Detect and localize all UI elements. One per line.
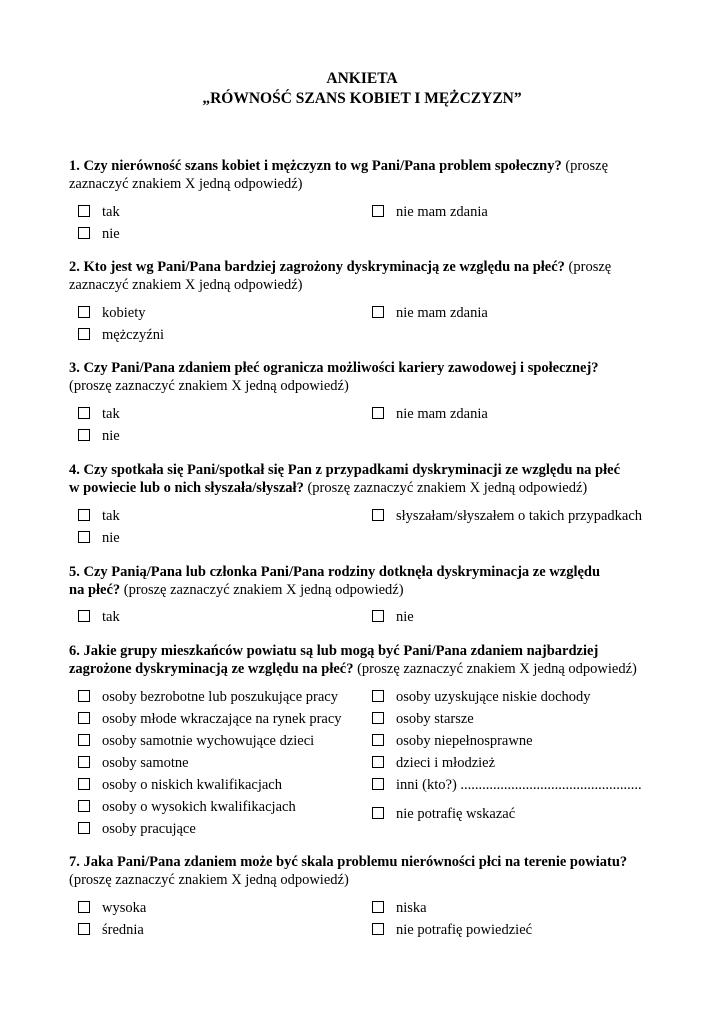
question-2-note: (proszę zaznaczyć znakiem X jedną odpowiedź) [69,259,612,293]
question-7-text: 7. Jaka Pani/Pana zdaniem może być skala problemu nierówności płci na terenie powiatu? [69,854,628,870]
q7-option-wysoka[interactable] [78,899,146,917]
question-7 [69,853,669,889]
q6-option-pracujace[interactable] [78,820,196,838]
checkbox[interactable] [78,756,90,768]
checkbox[interactable] [78,227,90,239]
option-label: osoby starsze [396,711,474,727]
question-1-text: 1. Czy nierówność szans kobiet i mężczyzn to wg Pani/Pana problem społeczny? [69,158,562,174]
q5-option-nie[interactable] [372,608,414,626]
checkbox[interactable] [78,800,90,812]
checkbox[interactable] [78,923,90,935]
checkbox[interactable] [372,734,384,746]
question-1-note: (proszę zaznaczyć znakiem X jedną odpowiedź) [69,158,608,192]
checkbox[interactable] [78,690,90,702]
checkbox[interactable] [78,778,90,790]
question-3-note: (proszę zaznaczyć znakiem X jedną odpowiedź) [69,378,349,394]
option-label: nie [396,609,414,625]
checkbox[interactable] [372,205,384,217]
option-label: osoby bezrobotne lub poszukujące pracy [102,689,338,705]
checkbox[interactable] [78,205,90,217]
option-label: średnia [102,922,144,938]
question-5-note: (proszę zaznaczyć znakiem X jedną odpowiedź) [120,582,404,598]
q6-option-samotnie-wychowujace[interactable] [78,732,314,750]
q6-option-dzieci-mlodziez[interactable] [372,754,495,772]
checkbox[interactable] [372,778,384,790]
option-label: nie mam zdania [396,204,488,220]
q6-option-starsze[interactable] [372,710,474,728]
question-5-text-line2: na płeć? [69,582,121,598]
q3-option-tak[interactable] [78,405,120,423]
checkbox[interactable] [78,407,90,419]
question-3 [69,359,669,395]
q7-option-srednia[interactable] [78,921,144,939]
question-6-text-line2: zagrożone dyskryminacją ze względu na płeć? [69,661,354,677]
checkbox[interactable] [372,712,384,724]
q6-option-mlode[interactable] [78,710,342,728]
q4-option-tak[interactable] [78,507,120,525]
q3-option-nie[interactable] [78,427,120,445]
question-5-text-line1: 5. Czy Panią/Pana lub członka Pani/Pana rodziny dotknęła dyskryminacja ze względu [69,564,601,580]
q6-option-niskie-kwalifikacje[interactable] [78,776,282,794]
option-label: słyszałam/słyszałem o takich przypadkach [396,508,643,524]
question-2-text: 2. Kto jest wg Pani/Pana bardziej zagrożony dyskryminacją ze względu na płeć? [69,259,565,275]
checkbox[interactable] [78,734,90,746]
option-label: nie potrafię powiedzieć [396,922,533,938]
option-label: osoby o wysokich kwalifikacjach [102,799,296,815]
option-label: osoby uzyskujące niskie dochody [396,689,591,705]
q6-option-wysokie-kwalifikacje[interactable] [78,798,296,816]
question-6 [69,642,669,678]
question-4 [69,461,669,497]
option-label: tak [102,508,120,524]
option-label: nie mam zdania [396,305,488,321]
q6-option-nie-potrafie-wskazac[interactable] [372,805,515,823]
checkbox[interactable] [78,429,90,441]
q5-option-tak[interactable] [78,608,120,626]
option-label: inni (kto?) .................................................. [396,777,642,793]
option-label: tak [102,406,120,422]
q2-option-mezczyzni[interactable] [78,326,164,344]
option-label: osoby niepełnosprawne [396,733,533,749]
q3-option-nie-mam-zdania[interactable] [372,405,488,423]
question-4-text-line1: 4. Czy spotkała się Pani/spotkał się Pan z przypadkami dyskryminacji ze względu na płeć [69,462,621,478]
checkbox[interactable] [372,807,384,819]
option-label: osoby samotne [102,755,189,771]
q7-option-niska[interactable] [372,899,427,917]
checkbox[interactable] [78,822,90,834]
option-label: osoby o niskich kwalifikacjach [102,777,282,793]
question-4-text-line2: w powiecie lub o nich słyszała/słyszał? [69,480,304,496]
q1-option-nie-mam-zdania[interactable] [372,203,488,221]
option-label: mężczyźni [102,327,164,343]
q4-option-slyszalam[interactable] [372,507,642,525]
checkbox[interactable] [78,901,90,913]
option-label: nie [102,530,120,546]
q4-option-nie[interactable] [78,529,120,547]
question-7-note: (proszę zaznaczyć znakiem X jedną odpowiedź) [69,872,349,888]
option-label: niska [396,900,427,916]
checkbox[interactable] [78,306,90,318]
q1-option-nie[interactable] [78,225,120,243]
question-5 [69,563,669,599]
option-label: wysoka [102,900,147,916]
q6-option-samotne[interactable] [78,754,189,772]
q6-option-niepelnosprawne[interactable] [372,732,533,750]
q2-option-nie-mam-zdania[interactable] [372,304,488,322]
option-label: kobiety [102,305,146,321]
option-label: osoby pracujące [102,821,196,837]
checkbox[interactable] [372,306,384,318]
q6-option-bezrobotne[interactable] [78,688,338,706]
page-title: ANKIETA [326,70,398,87]
checkbox[interactable] [78,712,90,724]
checkbox[interactable] [372,901,384,913]
q1-option-tak[interactable] [78,203,120,221]
option-label: osoby samotnie wychowujące dzieci [102,733,315,749]
checkbox[interactable] [372,923,384,935]
checkbox[interactable] [372,610,384,622]
option-label: nie mam zdania [396,406,488,422]
option-label: nie [102,428,120,444]
checkbox[interactable] [78,328,90,340]
checkbox[interactable] [372,690,384,702]
option-label: nie potrafię wskazać [396,806,516,822]
q7-option-nie-potrafie-powiedziec[interactable] [372,921,532,939]
question-2 [69,258,669,294]
q6-option-inni[interactable] [372,776,642,794]
q2-option-kobiety[interactable] [78,304,146,322]
question-6-text-line1: 6. Jakie grupy mieszkańców powiatu są lub mogą być Pani/Pana zdaniem najbardziej [69,643,599,659]
question-1 [69,157,669,193]
checkbox[interactable] [372,407,384,419]
q6-option-niskie-dochody[interactable] [372,688,591,706]
question-3-text: 3. Czy Pani/Pana zdaniem płeć ogranicza możliwości kariery zawodowej i społecznej? [69,360,599,376]
checkbox[interactable] [372,756,384,768]
option-label: dzieci i młodzież [396,755,496,771]
option-label: tak [102,204,120,220]
page-subtitle: „RÓWNOŚĆ SZANS KOBIET I MĘŻCZYZN” [202,90,522,107]
option-label: nie [102,226,120,242]
option-label: osoby młode wkraczające na rynek pracy [102,711,342,727]
question-4-note: (proszę zaznaczyć znakiem X jedną odpowiedź) [303,480,588,496]
checkbox[interactable] [372,509,384,521]
checkbox[interactable] [78,509,90,521]
checkbox[interactable] [78,531,90,543]
question-6-note: (proszę zaznaczyć znakiem X jedną odpowiedź) [353,661,637,677]
checkbox[interactable] [78,610,90,622]
option-label: tak [102,609,120,625]
